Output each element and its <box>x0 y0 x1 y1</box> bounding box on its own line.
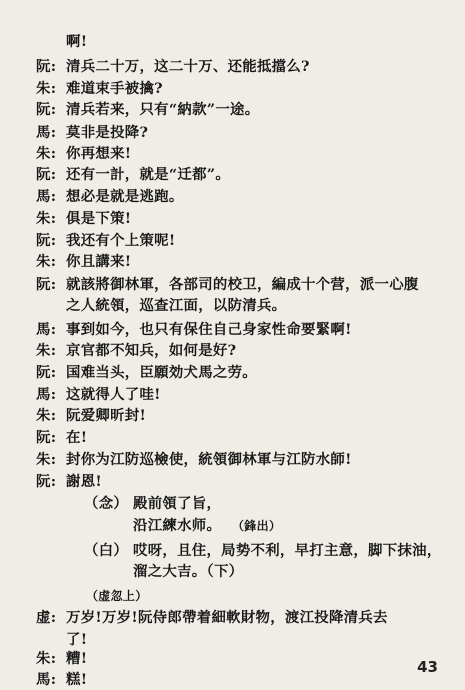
performance-cue: （念） <box>84 495 129 513</box>
dialogue-line <box>0 143 465 165</box>
verse-line <box>0 561 465 583</box>
dialogue-text: 清兵二十万，这二十万、还能抵擋么? <box>66 57 310 75</box>
dialogue-text: 万岁!万岁!阮侍郎帶着細軟財物，渡江投降清兵去 <box>66 608 388 626</box>
dialogue-text: 糕! <box>66 671 88 689</box>
speaker-name: 馬: <box>36 320 57 338</box>
dialogue-line <box>0 78 465 100</box>
dialogue-line <box>0 449 465 471</box>
dialogue-text: 你且講来! <box>66 253 132 271</box>
speaker-name: 朱: <box>36 450 57 468</box>
dialogue-text: 糟! <box>66 650 88 668</box>
dialogue-line <box>0 230 465 252</box>
verse-text: 殿前領了旨， <box>133 495 222 513</box>
dialogue-text: 之人統領，巡查江面，以防清兵。 <box>66 296 287 314</box>
speaker-name: 阮: <box>36 276 57 294</box>
dialogue-text: 清兵若来，只有“納款”一途。 <box>66 101 260 119</box>
verse-line <box>0 540 465 562</box>
dialogue-line <box>0 629 465 651</box>
speaker-name: 阮: <box>36 429 57 447</box>
performance-cue: （白） <box>84 541 129 559</box>
dialogue-line <box>0 99 465 121</box>
dialogue-text: 啊! <box>66 33 88 51</box>
dialogue-line <box>0 607 465 629</box>
dialogue-line <box>0 362 465 384</box>
page-number: 43 <box>417 658 438 676</box>
dialogue-line <box>0 471 465 493</box>
dialogue-line <box>0 295 465 317</box>
dialogue-line <box>0 384 465 406</box>
dialogue-line <box>0 669 465 690</box>
dialogue-text: 在! <box>66 429 88 447</box>
speaker-name: 馬: <box>36 385 57 403</box>
dialogue-line <box>0 405 465 427</box>
verse-line <box>0 493 465 515</box>
dialogue-text: 还有一計，就是“迁都”。 <box>66 166 231 184</box>
stage-direction <box>0 585 465 607</box>
dialogue-text: 莫非是投降? <box>66 123 149 141</box>
verse-text: 溜之大吉。（下） <box>133 563 244 581</box>
dialogue-line <box>0 251 465 273</box>
dialogue-text: 难道束手被擒? <box>66 80 163 98</box>
speaker-name: 朱: <box>36 80 57 98</box>
dialogue-line <box>0 208 465 230</box>
dialogue-text: 封你为江防巡檢使，統領御林軍与江防水師! <box>66 450 352 468</box>
verse-line <box>0 515 465 537</box>
dialogue-line <box>0 186 465 208</box>
dialogue-text: 想必是就是逃跑。 <box>66 188 184 206</box>
speaker-name: 阮: <box>36 364 57 381</box>
dialogue-line <box>0 122 465 144</box>
dialogue-text: 国难当头，臣願効犬馬之劳。 <box>66 364 257 381</box>
speaker-name: 馬: <box>36 123 57 141</box>
speaker-name: 阮: <box>36 57 57 75</box>
dialogue-line <box>0 427 465 449</box>
speaker-name: 阮: <box>36 166 57 184</box>
verse-text: 沿江練水师。 <box>133 517 222 535</box>
dialogue-text: 了! <box>66 630 88 648</box>
speaker-name: 馬: <box>36 188 57 206</box>
dialogue-line <box>0 31 465 53</box>
dialogue-text: 阮爱卿昕封! <box>66 407 147 425</box>
dialogue-text: 謝恩! <box>66 472 102 490</box>
speaker-name: 朱: <box>36 144 57 162</box>
stage-direction-text: （虚忽上） <box>86 589 148 604</box>
dialogue-text: 俱是下策! <box>66 209 132 227</box>
speaker-name: 馬: <box>36 671 57 689</box>
speaker-name: 朱: <box>36 253 57 271</box>
dialogue-text: 你再想来! <box>66 144 132 162</box>
dialogue-line <box>0 164 465 186</box>
dialogue-text: 就該將御林軍，各部司的校卫，編成十个营，派一心腹 <box>66 276 419 294</box>
speaker-name: 阮: <box>36 101 57 119</box>
speaker-name: 朱: <box>36 209 57 227</box>
speaker-name: 朱: <box>36 650 57 668</box>
dialogue-line <box>0 648 465 670</box>
speaker-name: 朱: <box>36 407 57 425</box>
dialogue-line <box>0 56 465 78</box>
dialogue-line <box>0 340 465 362</box>
speaker-name: 阮: <box>36 472 57 490</box>
dialogue-text: 我还有个上策呢! <box>66 231 176 249</box>
exit-note: （鋒出） <box>232 519 282 534</box>
speaker-name: 朱: <box>36 342 57 360</box>
dialogue-text: 事到如今，也只有保住自己身家性命要緊啊! <box>66 320 352 338</box>
speaker-name: 阮: <box>36 231 57 249</box>
dialogue-text: 京官都不知兵，如何是好? <box>66 342 237 360</box>
dialogue-line <box>0 274 465 296</box>
verse-text: 哎呀，且住，局势不利，早打主意，脚下抹油， <box>133 541 442 559</box>
speaker-name: 虚: <box>36 608 57 626</box>
dialogue-line <box>0 319 465 341</box>
dialogue-text: 这就得人了哇! <box>66 385 161 403</box>
